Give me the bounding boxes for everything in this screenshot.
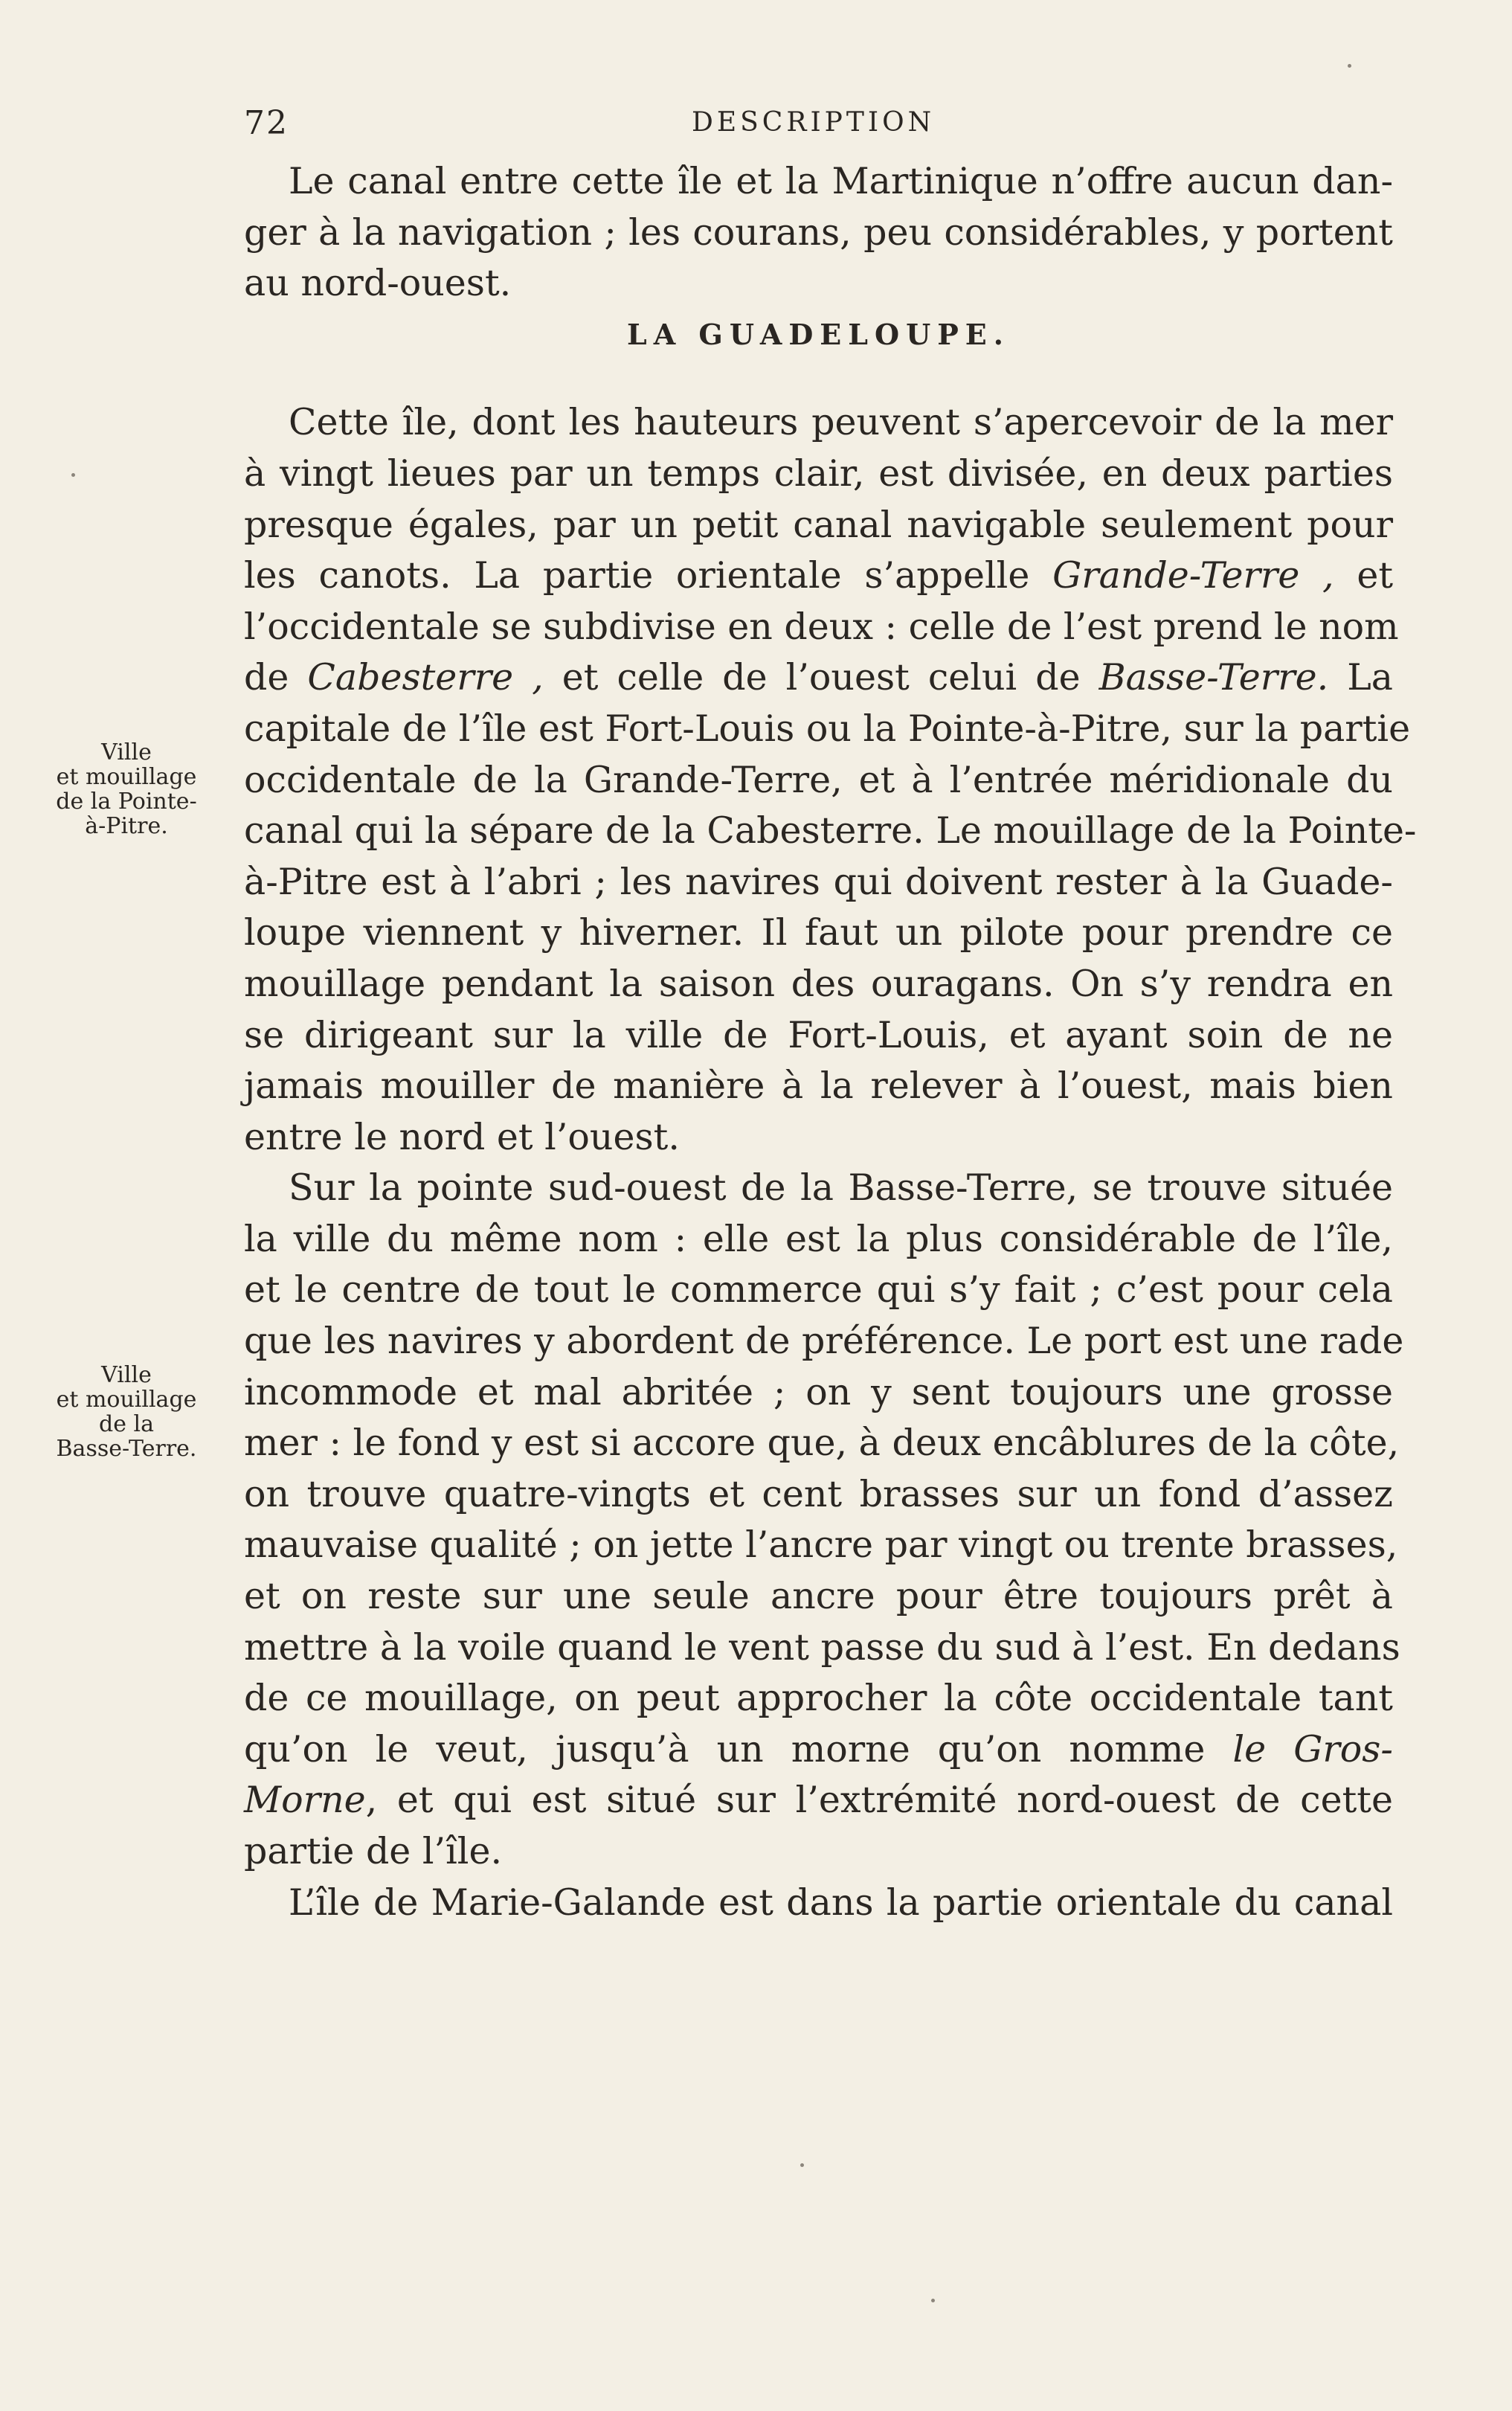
text-line: de Cabesterre , et celle de l’ouest celui de Basse-Terre. La xyxy=(244,656,1393,699)
text-line: mettre à la voile quand le vent passe du sud à l’est. En dedans xyxy=(244,1625,1400,1669)
text-line: et on reste sur une seule ancre pour être toujours prêt à xyxy=(244,1575,1393,1618)
text-line: l’occidentale se subdivise en deux : celle de l’est prend le nom xyxy=(244,605,1399,648)
text-line: et le centre de tout le commerce qui s’y fait ; c’est pour cela xyxy=(244,1268,1393,1312)
text-line: incommode et mal abritée ; on y sent toujours une grosse xyxy=(244,1370,1393,1413)
text-line: au nord-ouest. xyxy=(244,262,512,305)
place-name-italic: le Gros- xyxy=(1232,1727,1393,1770)
text-line: la ville du même nom : elle est la plus considérable de l’île, xyxy=(244,1217,1393,1260)
paper-speck xyxy=(1348,64,1351,68)
page-number: 72 xyxy=(244,104,289,142)
text-line: L’île de Marie-Galande est dans la partie orientale du canal xyxy=(289,1881,1393,1924)
text-line: mer : le fond y est si accore que, à deux encâblures de la côte, xyxy=(244,1422,1400,1465)
main-text xyxy=(244,156,1417,1928)
text-line: Cette île, dont les hauteurs peuvent s’apercevoir de la mer xyxy=(289,401,1393,444)
running-title: DESCRIPTION xyxy=(692,107,936,138)
text-line: mauvaise qualité ; on jette l’ancre par vingt ou trente brasses, xyxy=(244,1524,1398,1567)
text-line: les canots. La partie orientale s’appelle Grande-Terre , et xyxy=(244,554,1394,597)
paper-speck xyxy=(931,2299,935,2302)
place-name-italic: Basse-Terre. xyxy=(1098,656,1329,699)
text-line: à-Pitre est à l’abri ; les navires qui doivent rester à la Guade- xyxy=(244,860,1393,903)
place-name-italic: Morne xyxy=(244,1779,366,1822)
text-line: loupe viennent y hiverner. Il faut un pilote pour prendre ce xyxy=(244,911,1393,954)
text-line: occidentale de la Grande-Terre, et à l’entrée méridionale du xyxy=(244,758,1393,801)
text-line: partie de l’île. xyxy=(244,1830,503,1872)
section-title: LA GUADELOUPE. xyxy=(627,317,1010,351)
text-line: mouillage pendant la saison des ouragans. On s’y rendra en xyxy=(244,962,1393,1005)
margin-note-basse-terre: Ville et mouillage de la Basse-Terre. xyxy=(56,1362,197,1462)
text-line: de ce mouillage, on peut approcher la côte occidentale tant xyxy=(244,1677,1393,1720)
margin-note-pointe-a-pitre: Ville et mouillage de la Pointe- à-Pitre. xyxy=(56,739,197,839)
place-name-italic: Grande-Terre , xyxy=(1052,554,1334,597)
text-line: Sur la pointe sud-ouest de la Basse-Terre, se trouve située xyxy=(289,1166,1393,1210)
text-line: que les navires y abordent de préférence. Le port est une rade xyxy=(244,1320,1404,1363)
page-header xyxy=(0,104,1512,149)
text-line: canal qui la sépare de la Cabesterre. Le mouillage de la Pointe- xyxy=(244,809,1417,853)
text-line: à vingt lieues par un temps clair, est divisée, en deux parties xyxy=(244,452,1393,495)
text-line: jamais mouiller de manière à la relever à l’ouest, mais bien xyxy=(244,1065,1393,1108)
text-line: on trouve quatre-vingts et cent brasses sur un fond d’assez xyxy=(244,1472,1393,1515)
text-line: presque égales, par un petit canal navigable seulement pour xyxy=(244,503,1393,546)
place-name-italic: Cabesterre , xyxy=(307,656,544,699)
text-line: Morne, et qui est situé sur l’extrémité nord-ouest de cette xyxy=(244,1779,1393,1822)
text-line: qu’on le veut, jusqu’à un morne qu’on nomme le Gros- xyxy=(244,1727,1393,1770)
text-line: capitale de l’île est Fort-Louis ou la Pointe-à-Pitre, sur la partie xyxy=(244,707,1411,750)
text-line: entre le nord et l’ouest. xyxy=(244,1115,680,1158)
paper-speck xyxy=(71,473,75,477)
text-line: ger à la navigation ; les courans, peu considérables, y portent xyxy=(244,211,1393,254)
text-line: Le canal entre cette île et la Martinique n’offre aucun dan- xyxy=(289,160,1393,202)
paper-speck xyxy=(800,2163,804,2167)
text-line: se dirigeant sur la ville de Fort-Louis, et ayant soin de ne xyxy=(244,1013,1393,1056)
